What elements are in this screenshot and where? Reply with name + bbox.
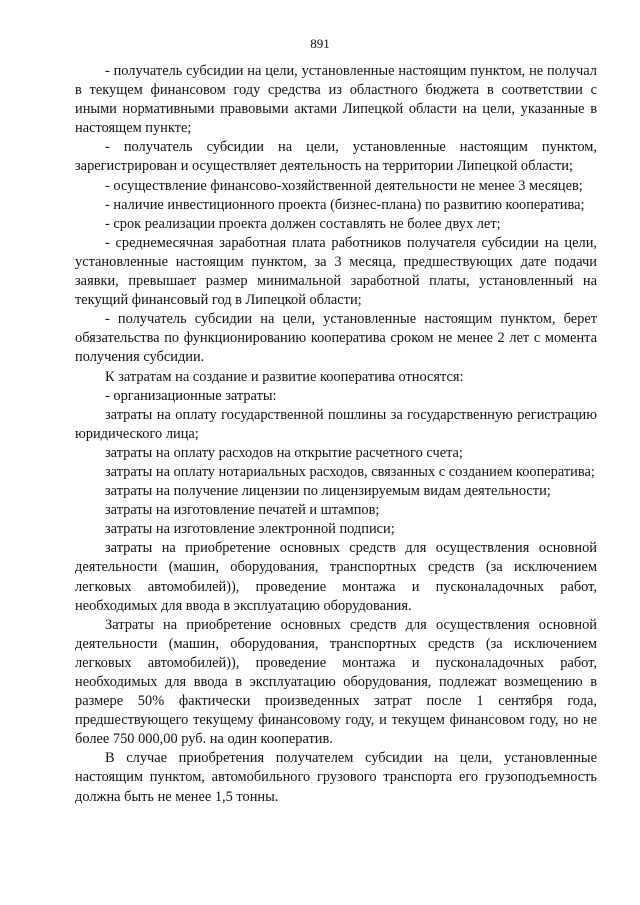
paragraph: - получатель субсидии на цели, установленные настоящим пунктом, берет обязательства по функционированию кооператива сроком не менее 2 лет с момента получения субсидии. <box>75 311 597 366</box>
paragraph: - среднемесячная заработная плата работников получателя субсидии на цели, установленные настоящим пунктом, за 3 месяца, предшествующих дате подачи заявки, превышает размер минимальной заработной платы, установленный на текущий финансовый год в Липецкой области; <box>75 234 597 309</box>
paragraph: затраты на оплату государственной пошлины за государственную регистрацию юридического лица; <box>75 406 597 442</box>
paragraph: - срок реализации проекта должен составлять не более двух лет; <box>105 215 501 232</box>
paragraph: - наличие инвестиционного проекта (бизнес-плана) по развитию кооператива; <box>105 196 585 213</box>
paragraph: К затратам на создание и развитие кооператива относятся: <box>105 368 464 385</box>
paragraph: затраты на изготовление печатей и штампов; <box>105 502 380 519</box>
paragraph: затраты на изготовление электронной подписи; <box>105 521 395 538</box>
paragraph: - осуществление финансово-хозяйственной деятельности не менее 3 месяцев; <box>105 177 583 194</box>
paragraph: В случае приобретения получателем субсидии на цели, установленные настоящим пунктом, автомобильного грузового транспорта его грузоподъемность должна быть не менее 1,5 тонны. <box>75 750 597 805</box>
paragraph: затраты на приобретение основных средств для осуществления основной деятельности (машин, оборудования, транспортных средств (за исключением легковых автомобилей)), проведение монтажа и пусконаладочных работ, необходимых для ввода в эксплуатацию оборудования. <box>75 540 597 614</box>
paragraph: - организационные затраты: <box>105 387 277 404</box>
paragraph: - получатель субсидии на цели, установленные настоящим пунктом, зарегистрирован и осуществляет деятельность на территории Липецкой области; <box>75 139 597 175</box>
paragraph: Затраты на приобретение основных средств для осуществления основной деятельности (машин, оборудования, транспортных средств (за исключением легковых автомобилей)), проведение монтажа и пусконаладочных работ, необходимых для ввода в эксплуатацию оборудования, подлежат возмещению в размере 50% фактически произведенных затрат после 1 сентября года, предшествующего текущему финансовому году, и текущем финансовом году, но не более 750 000,00 руб. на один кооператив. <box>75 616 597 748</box>
paragraph: затраты на оплату нотариальных расходов, связанных с созданием кооператива; <box>105 463 595 480</box>
document-body <box>75 62 597 807</box>
paragraph: затраты на получение лицензии по лицензируемым видам деятельности; <box>105 483 551 500</box>
page-number: 891 <box>310 36 330 51</box>
paragraph: - получатель субсидии на цели, установленные настоящим пунктом, не получал в текущем финансовом году средства из областного бюджета в соответствии с иными нормативными правовыми актами Липецкой области на цели, указанные в настоящем пункте; <box>75 63 597 137</box>
paragraph: затраты на оплату расходов на открытие расчетного счета; <box>105 444 463 461</box>
